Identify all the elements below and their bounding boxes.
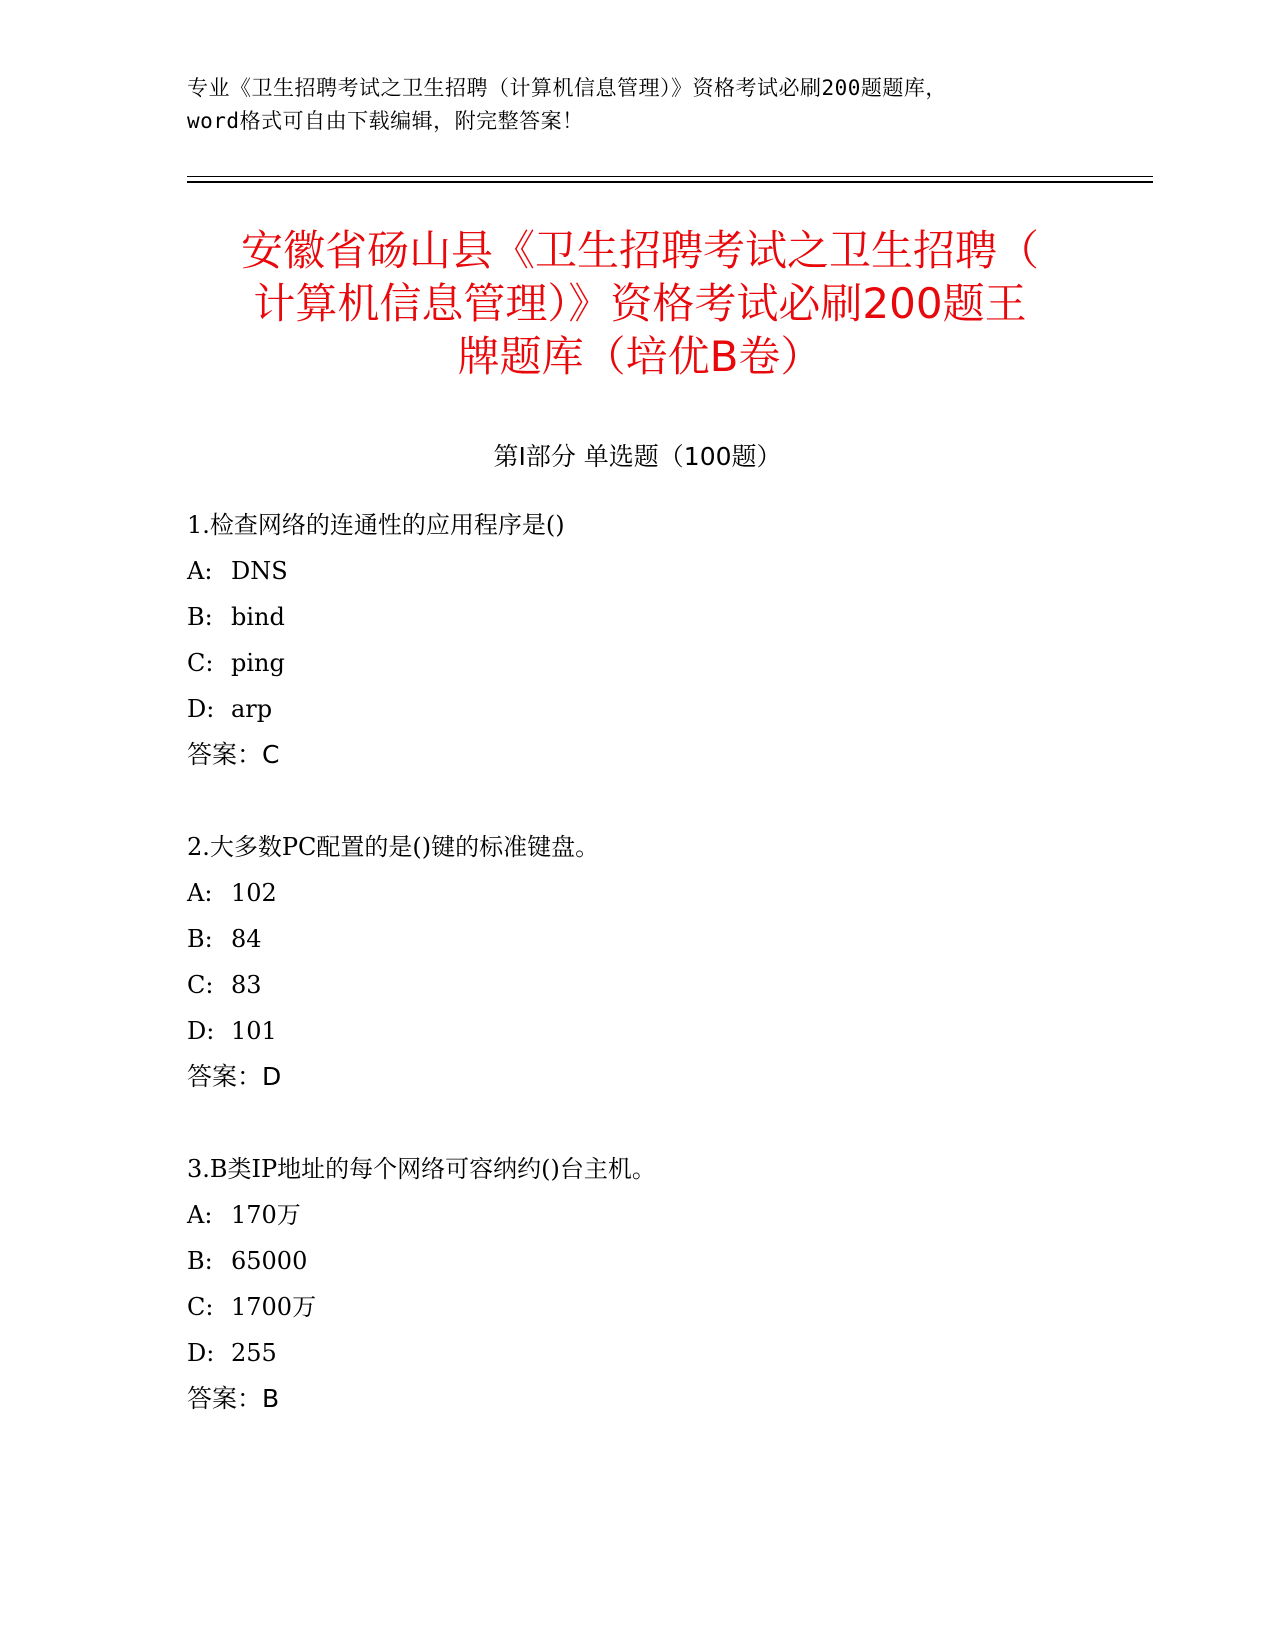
option-d: [187, 686, 1147, 732]
option-a: [187, 548, 1147, 594]
option-c: [187, 962, 1147, 1008]
option-text: 65000: [231, 1247, 308, 1275]
header-divider-thick: [187, 181, 1153, 183]
header-divider-thin: [187, 176, 1153, 177]
option-letter: A:: [187, 879, 213, 907]
option-letter: C:: [187, 1293, 214, 1321]
option-b: [187, 916, 1147, 962]
option-letter: C:: [187, 971, 214, 999]
question-stem: 3.B类IP地址的每个网络可容纳约()台主机。: [187, 1155, 656, 1183]
option-letter: A:: [187, 1201, 213, 1229]
option-letter: B:: [187, 925, 213, 953]
option-text: 101: [231, 1017, 277, 1045]
option-text: bind: [231, 603, 285, 631]
option-letter: D:: [187, 1339, 215, 1367]
title-line-1: 安徽省砀山县《卫生招聘考试之卫生招聘（: [240, 226, 1039, 275]
title-line-3: 牌题库（培优B卷）: [457, 332, 823, 381]
option-text: arp: [231, 695, 273, 723]
title-line-2: 计算机信息管理）》资格考试必刷200题王: [253, 279, 1027, 328]
option-c: [187, 640, 1147, 686]
option-letter: B:: [187, 1247, 213, 1275]
question-2: [187, 824, 1147, 1100]
option-letter: A:: [187, 557, 213, 585]
option-text: 84: [231, 925, 262, 953]
section-heading: 第I部分 单选题（100题）: [493, 442, 782, 471]
question-3: [187, 1146, 1147, 1422]
option-text: ping: [231, 649, 285, 677]
option-text: 170万: [231, 1201, 301, 1229]
option-c: [187, 1284, 1147, 1330]
option-b: [187, 594, 1147, 640]
option-text: 255: [231, 1339, 277, 1367]
option-letter: B:: [187, 603, 213, 631]
header-note: [187, 72, 1087, 138]
question-stem: 1.检查网络的连通性的应用程序是(): [187, 511, 565, 539]
answer-label: 答案：B: [187, 1384, 280, 1413]
option-a: [187, 870, 1147, 916]
header-note-line-1: 专业《卫生招聘考试之卫生招聘（计算机信息管理）》资格考试必刷200题题库，: [187, 76, 947, 100]
header-note-line-2: word格式可自由下载编辑，附完整答案！: [187, 109, 584, 133]
option-text: 83: [231, 971, 262, 999]
option-letter: D:: [187, 695, 215, 723]
option-a: [187, 1192, 1147, 1238]
option-b: [187, 1238, 1147, 1284]
option-text: 102: [231, 879, 277, 907]
answer-label: 答案：D: [187, 1062, 282, 1091]
option-d: [187, 1008, 1147, 1054]
option-text: DNS: [231, 557, 288, 585]
option-letter: C:: [187, 649, 214, 677]
option-letter: D:: [187, 1017, 215, 1045]
option-d: [187, 1330, 1147, 1376]
option-text: 1700万: [231, 1293, 317, 1321]
document-title: [190, 224, 1090, 383]
question-stem: 2.大多数PC配置的是()键的标准键盘。: [187, 833, 600, 861]
question-1: [187, 502, 1147, 778]
answer-label: 答案：C: [187, 740, 280, 769]
